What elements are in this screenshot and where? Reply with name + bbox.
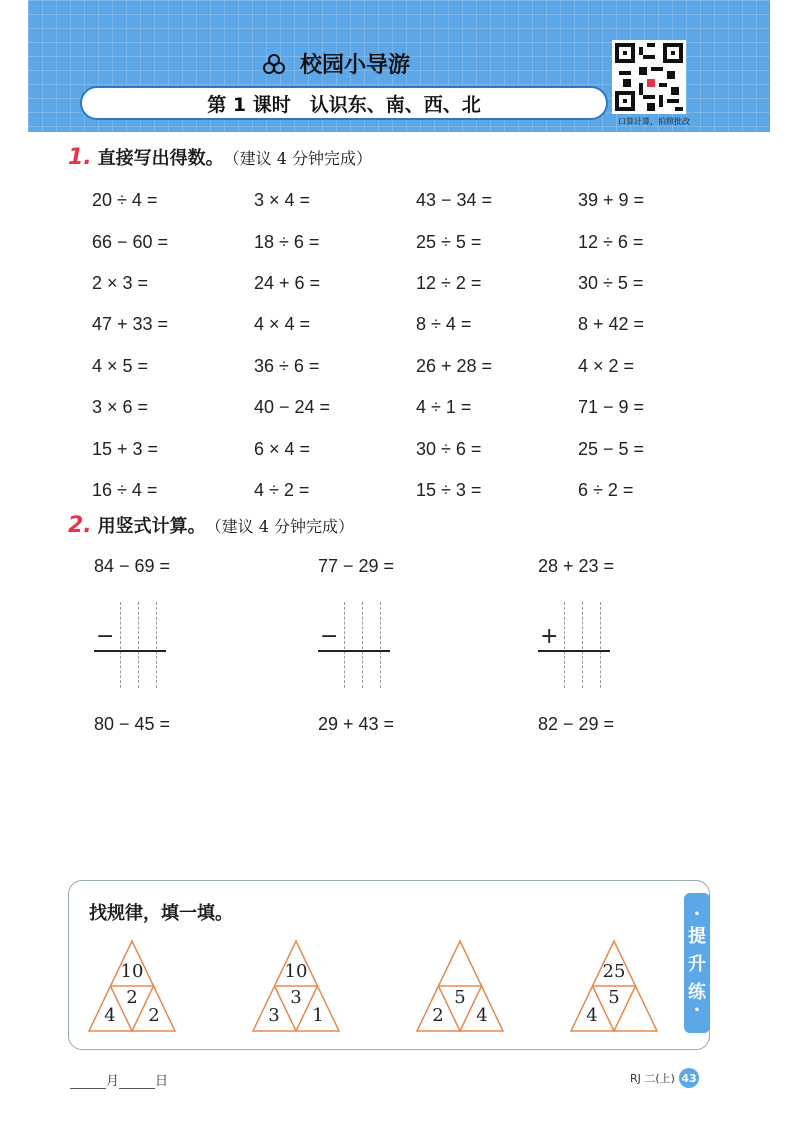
calc-problem: 47 + 33 =: [92, 314, 169, 335]
calc-problem: 24 + 6 =: [254, 272, 321, 293]
calc-problem: 16 ÷ 4 =: [92, 479, 158, 500]
vertical-problem: 82 − 29 =: [538, 714, 615, 734]
calc-problem: 39 + 9 =: [578, 190, 645, 211]
triangle-center-number: 5: [608, 987, 620, 1008]
triangle-right-number: 2: [148, 1005, 160, 1026]
triangle-top-number: 25: [602, 961, 626, 982]
calc-problem: 20 ÷ 4 =: [92, 190, 158, 211]
lesson-title-bar: [80, 86, 608, 120]
section2-heading: [68, 512, 354, 538]
calc-problem: 30 ÷ 6 =: [416, 438, 482, 459]
side-tab-char: 升: [688, 954, 706, 975]
pattern-title: 找规律，填一填。: [89, 903, 233, 924]
section1-number: 1.: [68, 145, 92, 170]
triangle-center-number: 2: [126, 987, 138, 1008]
month-blank[interactable]: [70, 1075, 106, 1089]
triangle-left-number: 4: [586, 1005, 598, 1026]
number-triangle[interactable]: [251, 939, 341, 1033]
calc-problem: 18 ÷ 6 =: [254, 231, 320, 252]
qr-caption: 口算计算，拍照批改: [618, 117, 690, 126]
number-triangle[interactable]: [415, 939, 505, 1033]
triangle-left-number: 3: [268, 1005, 280, 1026]
pattern-box: [68, 880, 710, 1050]
calc-problem: 26 + 28 =: [416, 355, 493, 376]
qr-code-icon: [615, 43, 683, 111]
calc-problem: 25 − 5 =: [578, 438, 645, 459]
triangle-left-number: 2: [432, 1005, 444, 1026]
trefoil-icon: [262, 53, 286, 75]
section2-number: 2.: [68, 513, 92, 538]
calc-problem: 15 + 3 =: [92, 438, 159, 459]
calc-problem: 40 − 24 =: [254, 397, 331, 418]
calc-problem: 12 ÷ 2 =: [416, 272, 482, 293]
book-label: RJ 二(上): [630, 1072, 675, 1085]
vertical-problem: 28 + 23 =: [538, 556, 615, 576]
vertical-calc-frame[interactable]: [94, 602, 174, 688]
calc-problem: 4 ÷ 2 =: [254, 479, 310, 500]
day-label: 日: [155, 1074, 169, 1089]
vertical-problem: 29 + 43 =: [318, 714, 395, 734]
date-field: [70, 1070, 168, 1089]
vertical-problem: 77 − 29 =: [318, 556, 395, 576]
calc-problem: 71 − 9 =: [578, 397, 645, 418]
calc-problem: 3 × 6 =: [92, 397, 149, 418]
calc-problem: 2 × 3 =: [92, 272, 149, 293]
section2-title: 用竖式计算。: [97, 516, 206, 537]
unit-title: 校园小导游: [300, 53, 411, 78]
calc-problem: 36 ÷ 6 =: [254, 355, 320, 376]
minus-sign: −: [96, 624, 115, 649]
calc-problem: 8 + 42 =: [578, 314, 645, 335]
section1-title: 直接写出得数。: [97, 148, 224, 169]
triangle-left-number: 4: [104, 1005, 116, 1026]
oral-calc-grid: [92, 180, 752, 511]
calc-problem: 4 × 4 =: [254, 314, 311, 335]
calc-problem: 12 ÷ 6 =: [578, 231, 644, 252]
calc-problem: 15 ÷ 3 =: [416, 479, 482, 500]
page-header: [28, 0, 770, 132]
triangle-center-number: 5: [454, 987, 466, 1008]
side-tab-practice: • 提 升 练 •: [684, 893, 710, 1033]
section1-note: （建议 4 分钟完成）: [223, 149, 373, 168]
calc-problem: 4 × 2 =: [578, 355, 635, 376]
number-triangle[interactable]: [569, 939, 659, 1033]
month-label: 月: [106, 1074, 120, 1089]
vertical-calc-frame[interactable]: [318, 602, 398, 688]
vertical-problem: 80 − 45 =: [94, 714, 171, 734]
triangle-right-number: 1: [312, 1005, 324, 1026]
minus-sign: −: [320, 624, 339, 649]
calc-problem: 25 ÷ 5 =: [416, 231, 482, 252]
section2-note: （建议 4 分钟完成）: [205, 517, 355, 536]
calc-problem: 43 − 34 =: [416, 190, 493, 211]
calc-problem: 6 × 4 =: [254, 438, 311, 459]
day-blank[interactable]: [119, 1075, 155, 1089]
triangle-top-number: 10: [120, 961, 144, 982]
triangle-center-number: 3: [290, 987, 302, 1008]
qr-code[interactable]: [612, 40, 686, 114]
calc-problem: 66 − 60 =: [92, 231, 169, 252]
side-tab-char: 练: [688, 982, 706, 1003]
lesson-title: 第 1 课时 认识东、南、西、北: [207, 93, 481, 116]
calc-problem: 30 ÷ 5 =: [578, 272, 644, 293]
calc-problem: 8 ÷ 4 =: [416, 314, 472, 335]
footer-book-info: [630, 1068, 699, 1088]
vertical-problem: 84 − 69 =: [94, 556, 171, 576]
unit-title-row: [262, 48, 410, 79]
triangle-right-number: 4: [476, 1005, 488, 1026]
calc-problem: 4 × 5 =: [92, 355, 149, 376]
calc-problem: 6 ÷ 2 =: [578, 479, 634, 500]
section1-heading: [68, 144, 372, 170]
triangle-top-number: 10: [284, 961, 308, 982]
page-number: 43: [679, 1068, 699, 1088]
plus-sign: +: [540, 624, 559, 649]
calc-problem: 3 × 4 =: [254, 190, 311, 211]
vertical-calc-frame[interactable]: [538, 602, 618, 688]
number-triangle[interactable]: [87, 939, 177, 1033]
side-tab-char: 提: [688, 926, 706, 947]
calc-problem: 4 ÷ 1 =: [416, 397, 472, 418]
